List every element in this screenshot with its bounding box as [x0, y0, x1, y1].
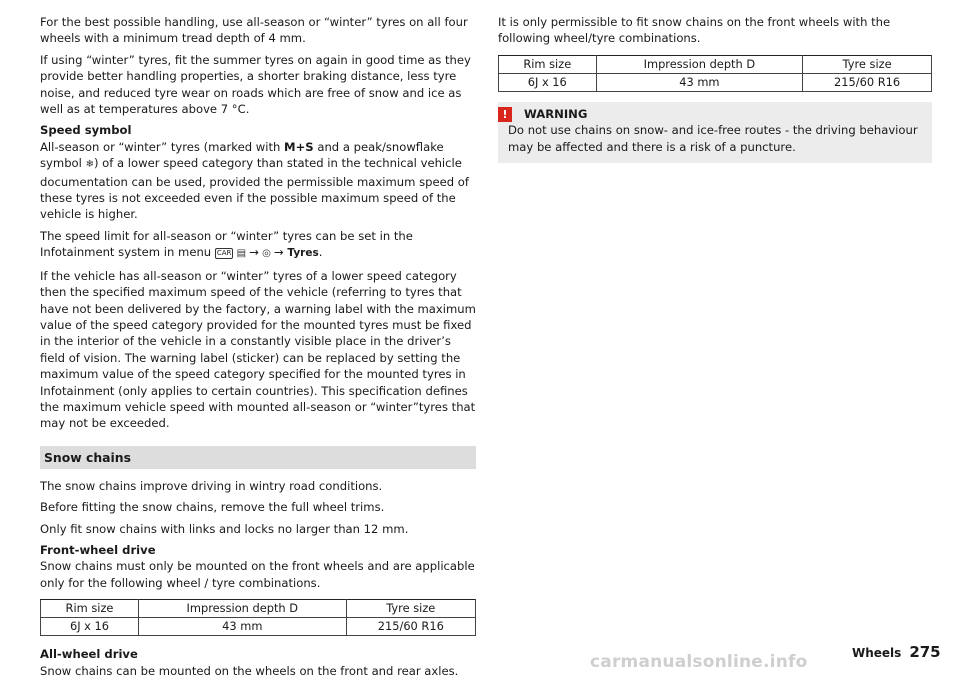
table-header-row	[41, 600, 476, 618]
table-row	[41, 618, 476, 636]
awd-text: Snow chains can be mounted on the wheels on the front and rear axles.	[40, 663, 459, 678]
paragraph-front-only: It is only permissible to fit snow chains on the front wheels with the following wheel/tyre combinations.	[498, 15, 891, 46]
menu-arrow-2: →	[274, 245, 284, 260]
speed-text-c: ) of a lower speed category than stated in the technical vehicle documentation can be used, provided the permissible maximum speed of these tyres is not exceeded even if the possible maximum speed of the vehicle is higher.	[40, 156, 469, 222]
fwd-title: Front-wheel drive	[40, 542, 156, 557]
paragraph-speed-limit	[40, 228, 476, 263]
table-cell: 6J x 16	[499, 73, 597, 91]
table-row	[499, 73, 932, 91]
paragraph-lower-speed: If the vehicle has all-season or “winter” tyres of a lower speed category then the specified maximum speed of the vehicle (referring to tyres that have not been delivered by the factory, a warning label with the maximum value of the speed category provided for the mounted tyres must be fixed in the interior of the vehicle in a constantly visible place in the driver’s field of vision. The warning label (sticker) can be replaced by setting the maximum value of the speed category specified for the mounted tyres in Infotainment (only applies to certain countries). This specification defines the maximum vehicle speed with mounted all-season or “winter”tyres that may not be exceeded.	[40, 268, 476, 431]
front-chain-table	[498, 55, 932, 92]
warning-text: Do not use chains on snow- and ice-free routes - the driving behaviour may be affected and there is a risk of a puncture.	[508, 123, 918, 154]
footer-section: Wheels	[852, 646, 902, 660]
table-header-row	[499, 55, 932, 73]
table-header: Tyre size	[346, 600, 475, 618]
snow-paragraph-2: Before fitting the snow chains, remove the full wheel trims.	[40, 500, 385, 515]
speed-limit-end: .	[318, 245, 323, 260]
tyre-settings-icon: ◎	[258, 248, 275, 260]
table-header: Impression depth D	[139, 600, 347, 618]
paragraph-fwd	[40, 542, 476, 591]
paragraph-awd	[40, 646, 476, 679]
warning-box	[498, 102, 932, 163]
right-column	[498, 14, 932, 163]
speed-text-a: All-season or “winter” tyres (marked with	[40, 139, 285, 154]
table-cell: 215/60 R16	[346, 618, 475, 636]
speed-symbol-title: Speed symbol	[40, 123, 132, 138]
fwd-chain-table	[40, 599, 476, 636]
vehicle-status-icon: ▤	[233, 248, 250, 260]
snowflake-tyre-icon: ❄	[85, 159, 94, 171]
warning-title: WARNING	[524, 106, 588, 121]
paragraph-speed-symbol	[40, 122, 476, 222]
snow-paragraph-3: Only fit snow chains with links and locks no larger than 12 mm.	[40, 521, 409, 536]
table-cell: 43 mm	[596, 73, 803, 91]
car-menu-icon: CAR	[216, 249, 232, 258]
page-number: 275	[909, 643, 941, 661]
fwd-text: Snow chains must only be mounted on the front wheels and are applicable only for the following wheel / tyre combinations.	[40, 559, 475, 590]
menu-tyres: Tyres	[287, 247, 319, 260]
watermark: carmanualsonline.info	[590, 652, 808, 672]
table-cell: 6J x 16	[41, 618, 139, 636]
snow-paragraph-1: The snow chains improve driving in wintry road conditions.	[40, 478, 383, 493]
paragraph-summer-tyres: If using “winter” tyres, fit the summer tyres on again in good time as they provide better handling properties, a shorter braking distance, less tyre noise, and reduced tyre wear on roads which are free of snow and ice as well as at temperatures above 7 °C.	[40, 52, 471, 117]
table-header: Impression depth D	[596, 55, 803, 73]
table-cell: 43 mm	[139, 618, 347, 636]
table-header: Tyre size	[803, 55, 932, 73]
table-header: Rim size	[499, 55, 597, 73]
table-cell: 215/60 R16	[803, 73, 932, 91]
paragraph-tread: For the best possible handling, use all-season or “winter” tyres on all four wheels with a minimum tread depth of 4 mm.	[40, 15, 468, 46]
speed-limit-text: The speed limit for all-season or “winter” tyres can be set in the Infotainment system in menu	[40, 228, 413, 260]
section-header-snow-chains: Snow chains	[40, 446, 476, 469]
speed-text-b: and a peak/snowflake symbol	[40, 139, 444, 171]
awd-title: All-wheel drive	[40, 647, 138, 662]
warning-icon: !	[498, 107, 512, 122]
ms-mark: M+S	[284, 139, 314, 154]
page-footer	[852, 644, 941, 661]
warning-heading	[498, 106, 922, 122]
left-column	[40, 14, 476, 684]
table-header: Rim size	[41, 600, 139, 618]
menu-arrow-1: →	[249, 245, 259, 260]
